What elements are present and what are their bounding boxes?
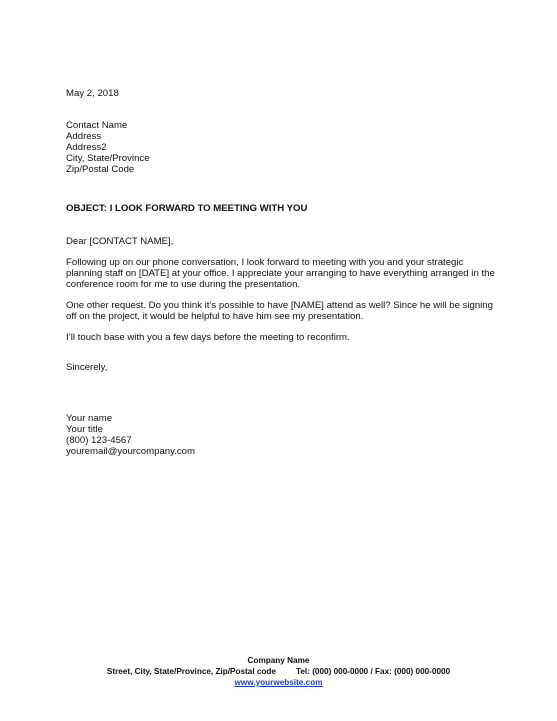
closing: Sincerely,	[66, 362, 108, 373]
footer-address: Street, City, State/Province, Zip/Postal code	[106, 667, 276, 676]
signature-title: Your title	[66, 424, 103, 435]
footer-company: Company Name	[247, 656, 310, 665]
recipient-zip: Zip/Postal Code	[66, 164, 135, 175]
signature-name: Your name	[66, 413, 113, 424]
recipient-address2: Address2	[66, 142, 107, 153]
recipient-name: Contact Name	[66, 120, 128, 131]
signature-email: youremail@yourcompany.com	[66, 446, 195, 457]
footer-website-line	[0, 678, 557, 689]
footer-website-link[interactable]: www.yourwebsite.com	[234, 678, 323, 687]
letter-subject: OBJECT: I LOOK FORWARD TO MEETING WITH YOU	[66, 203, 308, 214]
body-paragraph-1: Following up on our phone conversation, I look forward to meeting with you and your strategic planning staff on [DATE] at your office. I appreciate your arranging to have everything arranged in the conference room for me to use during the presentation.	[66, 257, 495, 290]
body-paragraph-3: I’ll touch base with you a few days before the meeting to reconfirm.	[66, 332, 350, 343]
signature-phone: (800) 123-4567	[66, 435, 132, 446]
recipient-city-state: City, State/Province	[66, 153, 150, 164]
footer-contact: Tel: (000) 000-0000 / Fax: (000) 000-0000	[295, 667, 451, 676]
body-paragraph-2: One other request. Do you think it’s possible to have [NAME] attend as well? Since he will be signing off on the project, it would be helpful to have him see my presentation.	[66, 300, 493, 322]
footer-address-line	[0, 667, 557, 678]
salutation: Dear [CONTACT NAME],	[66, 236, 174, 247]
recipient-address: Address	[66, 131, 102, 142]
letter-date: May 2, 2018	[66, 88, 119, 99]
